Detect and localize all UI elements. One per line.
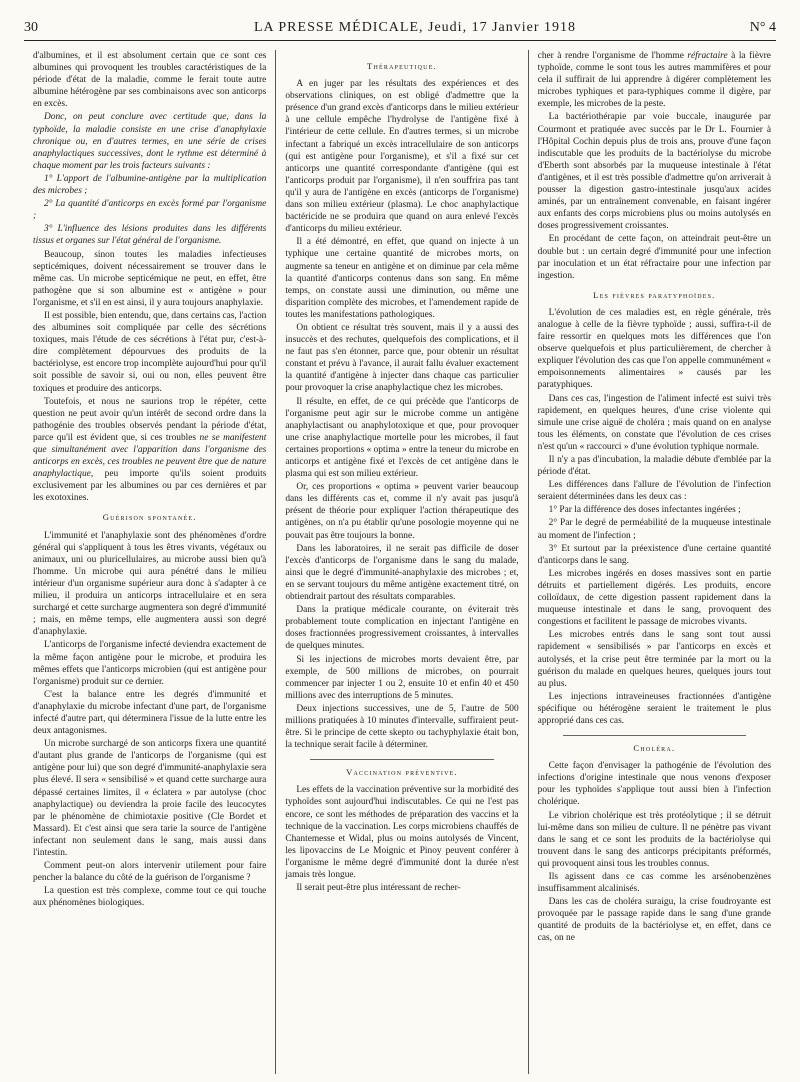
paragraph: C'est la balance entre les degrés d'immunité et d'anaphylaxie du microbe infectant d'une part, de l'organisme infecté d'autre part, qui déterminera l'issue de la lutte entre les deux antagonismes. — [33, 689, 267, 737]
paragraph: d'albumines, et il est absolument certain que ce sont ces albumines qui provoquent les troubles caractéristiques de la période d'état de la maladie, comme le ferait toute autre albumine hétérogène par ses combinaisons avec son anticorps en excès. — [33, 51, 267, 110]
paragraph: A en juger par les résultats des expériences et des observations cliniques, on est obligé d'admettre que la présence d'un grand excès d'anticorps dans le milieu extérieur à une cellule empêche l'hydrolyse de l'antigène fixé à l'intérieur de cette cellule. En d'autres termes, si un microbe infectant a fabriqué un excès intracellulaire de son anticorps (qui est antigène pour l'organisme), et s'il a fixé sur cet anticorps une quantité correspondante d'antigène (qui est l'anticorps produit par l'organisme), il n'en souffrira pas tant qu'il y aura de l'antigène en excès (anticorps de l'organisme) dans son milieu extérieur (plasma). Le choc anaphylactique bactéricide ne se produira que quand on aura enlevé l'excès d'anticorps du milieu extérieur. — [285, 79, 519, 235]
paragraph: Il a été démontré, en effet, que quand on injecte à un typhique une certaine quantité de microbes morts, on augmente sa teneur en antigène et on diminue par cela même la quantité d'anticorps contenus dans son sang. En même temps, on constate aussi une diminution, ou même une disparition complète des microbes, et l'amendement rapide de toutes les manifestations pathologiques. — [285, 237, 519, 320]
paragraph: Or, ces proportions « optima » peuvent varier beaucoup dans les différents cas et, comme il n'y avait pas jusqu'à présent de théorie pour expliquer l'action thérapeutique des antigènes, on n'a pu établir qu'une posologie moyenne qui ne pouvait pas être toujours la bonne. — [285, 482, 519, 541]
paragraph: L'anticorps de l'organisme infecté deviendra exactement de la même façon antigène pour le microbe, et produira les mêmes effets que l'anticorps microbien (qui est antigène pour l'organisme) produit sur ce dernier. — [33, 640, 267, 687]
list-item: 3° Et surtout par la préexistence d'une certaine quantité d'anticorps dans le sang. — [537, 543, 771, 566]
paragraph: La question est très complexe, comme tout ce qui touche aux phénomènes biologiques. — [33, 886, 267, 909]
paragraph: Les microbes ingérés en doses massives sont en partie détruits et partiellement digérés. Les produits, encore colloïdaux, de cette digestion passent rapidement dans la muqueuse intestinale et dans le sang, provoquent des congestions et facilitent le passage de microbes vivants. — [537, 568, 771, 628]
journal-title: LA PRESSE MÉDICALE, Jeudi, 17 Janvier 1918 — [254, 20, 576, 35]
paragraph: Donc, on peut conclure avec certitude que, dans la typhoïde, la maladie consiste en une crise d'anaphylaxie chronique ou, en d'autres termes, en une série de crises anaphylactiques successives, dont le rythme est déterminé à chaque moment par les trois facteurs suivants : — [33, 112, 267, 171]
page-header — [24, 18, 776, 41]
section-heading: Vaccination préventive. — [310, 759, 493, 778]
paragraph: Il serait peut-être plus intéressant de recher- — [296, 883, 461, 894]
list-item: 3° L'influence des lésions produites dans les différents tissus et organes sur l'état général de l'organisme. — [33, 224, 267, 247]
paragraph: En procédant de cette façon, on atteindrait peut-être un double but : un certain degré d'immunité pour une infection par inoculation et un état réfractaire pour une infection par ingestion. — [537, 234, 771, 281]
paragraph: Un microbe surchargé de son anticorps fixera une quantité d'autant plus grande de l'anticorps de l'organisme (qui est antigène pour lui) que son degré d'immunité-anaphylaxie sera plus élevé. Il sera « sensibilisé » et quand cette surcharge aura dépassé certaines limites, il « éclatera » par autolyse (choc anaphylactique) ou deviendra la proie facile des leucocytes par le phénomène de chimiotaxie positive (Cle Bordet et Massard). Et c'est ainsi que sera tarie la source de l'antigène infectant non seulement dans le sang, mais aussi dans l'intestin. — [33, 739, 267, 858]
list-item: 1° L'apport de l'albumine-antigène par la multiplication des microbes ; — [33, 173, 267, 197]
page-number: 30 — [24, 20, 38, 35]
paragraph: Les différences dans l'allure de l'évolution de l'infection seraient déterminées dans les deux cas : — [537, 480, 771, 503]
text-run: , peu importe qu'ils soient produits exclusivement par les albumines ou par ces dernières et par les exotoxines. — [33, 469, 267, 504]
list-item: 2° Par le degré de perméabilité de la muqueuse intestinale au moment de l'infection ; — [537, 518, 771, 541]
section-heading: Les fièvres paratyphoïdes. — [593, 289, 716, 300]
paragraph: Les injections intraveineuses fractionnées d'antigène spécifique ou hétérogène seraient le traitement le plus approprié dans ces cas. — [537, 691, 771, 726]
paragraph: L'immunité et l'anaphylaxie sont des phénomènes d'ordre général qui s'appliquent à tous les êtres vivants, végétaux ou animaux, uni ou pluricellulaires, au microbe aussi bien qu'à l'homme. Un microbe qui aura pénétré dans le milieu intérieur d'un organisme supérieur aura donc à s'adapter à ce milieu, il produira un anticorps intracellulaire et en sera surchargé et cette surcharge augmentera son degré d'immunité ; mais, en même temps, elle augmentera aussi son degré d'anaphylaxie. — [33, 530, 267, 638]
paragraph: On obtient ce résultat très souvent, mais il y a aussi des insuccès et des rechutes, quelquefois des complications, et il ne faut pas s'en étonner, parce que, pour obtenir un résultat constant et prévu à l'avance, il aurait fallu évaluer exactement la quantité d'antigène à injecter dans chaque cas particulier pour provoquer la crise anaphylactique chez les microbes. — [285, 322, 519, 394]
article-body — [24, 50, 780, 1074]
paragraph: Les effets de la vaccination préventive sur la morbidité des typhoïdes sont aujourd'hui indiscutables. Ce qui ne l'est pas encore, ce sont les méthodes de préparation des vaccins et la technique de la vaccination. Les corps microbiens chauffés de Chantemesse et Widal, plus ou moins autolysés de Vincent, les lipovaccins de Le Moignic et Pinoy peuvent conférer à l'organisme le même degré d'immunité dont la durée n'est jamais très longue. — [285, 785, 519, 880]
paragraph: Il est possible, bien entendu, que, dans certains cas, l'action des albumines soit compliquée par celle des sécrétions toxiques, mais l'étude de ces sécrétions à l'état pur, c'est-à-dire complètement dépourvues des produits de la bactériolyse, est encore trop incomplète aujourd'hui pour qu'il soit possible de savoir si, oui ou non, elles peuvent être toxiques et produire des anticorps. — [33, 310, 267, 394]
emphasis-text: réfractaire — [687, 51, 728, 61]
section-heading: Choléra. — [563, 735, 746, 754]
section-heading: Guérison spontanée. — [102, 512, 197, 523]
paragraph: Il n'y a pas d'incubation, la maladie débute d'emblée par la période d'état. — [537, 455, 771, 478]
issue-number: N° 4 — [749, 20, 776, 35]
emphasis-text: ne se manifestent que simultanément avec l'apparition dans l'organisme des anticorps en excès, ces troubles ne peuvent être que de nature anaphylactique — [33, 432, 267, 480]
paragraph: Comment peut-on alors intervenir utilement pour faire pencher la balance du côté de la guérison de l'organisme ? — [33, 861, 267, 884]
paragraph: Le vibrion cholérique est très protéolytique ; il se détruit lui-même dans son milieu de culture. Il ne pénètre pas vivant dans le sang et ce sont les produits de la bactériolyse qui trouvent dans le sang des anticorps précipitants préformés, qui provoquent ainsi tous les troubles connus. — [537, 810, 771, 869]
column-1 — [24, 50, 275, 1074]
text-run: cher à rendre l'organisme de l'homme — [537, 51, 688, 61]
column-3 — [528, 50, 780, 1074]
paragraph: Si les injections de microbes morts devaient être, par exemple, de 500 millions de microbes, on pourrait commencer par injecter 1 ou 2, ensuite 10 et enfin 40 et 450 millions avec des interruptions de 5 minutes. — [285, 654, 519, 701]
paragraph: Dans les cas de choléra suraigu, la crise foudroyante est provoquée par le passage rapide dans le sang d'une grande quantité de produits de la bactériolyse et, en effet, dans ce cas, on ne — [537, 897, 771, 944]
paragraph: Beaucoup, sinon toutes les maladies infectieuses septicémiques, doivent nécessairement se trouver dans le même cas. Un microbe septicémique ne peut, en effet, être pathogène que si son albumine est « antigène » pour l'organisme, et s'il en est ainsi, il y aura toujours anaphylaxie. — [33, 249, 267, 308]
paragraph: La bactériothérapie par voie buccale, inaugurée par Courmont et pratiquée avec succès par le Dr L. Fournier à l'Hôpital Cochin depuis plus de trois ans, prouve d'une façon indiscutable que les produits de la bactériolyse du microbe d'Eberth sont absorbés par la muqueuse intestinale à l'état d'antigènes, et il est très possible d'admettre qu'on arriverait à pousser la digestion gastro-intestinale jusqu'aux acides aminés, par un entraînement convenable, en faisant ingérer aux enfants des corps microbiens plus ou moins autolysés en doses progressivement croissantes. — [537, 112, 771, 232]
paragraph: Les microbes entrés dans le sang sont tout aussi rapidement « sensibilisés » par l'anticorps en excès et autolysés, et la crise peut être terminée par la mort ou la guérison du malade en quelques heures, quelques jours tout au plus. — [537, 630, 771, 689]
section-heading: Thérapeutique. — [367, 61, 437, 71]
list-item: 2° La quantité d'anticorps en excès formé par l'organisme ; — [33, 199, 267, 222]
paragraph: Cette façon d'envisager la pathogénie de l'évolution des infections d'origine intestinale que nous venons d'exposer pour les typhoïdes s'applique tout aussi bien à l'infection cholérique. — [537, 761, 771, 808]
paragraph: Dans la pratique médicale courante, on éviterait très probablement toute complication en injectant l'antigène en doses fractionnées progressivement croissantes, à intervalles de quelques minutes. — [285, 605, 519, 652]
text-run: à la fièvre typhoïde, comme le sont tous les autres mammifères et pour cela il suffirait de lui apprendre à digérer complètement les microbes typhiques et para-typhiques comme il digère, par exemple, les microbes de la peste. — [537, 51, 771, 110]
column-2 — [275, 50, 527, 1074]
paragraph: L'évolution de ces maladies est, en règle générale, très analogue à celle de la fièvre typhoïde ; aussi, suffira-t-il de faire ressortir en quelques mots les différences que l'on observe quelquefois et plus particulièrement, de chercher à expliquer l'évolution des cas que l'on appelle communément « empoisonnements alimentaires » causés par les paratyphiques. — [537, 307, 771, 391]
text-run: Toutefois, et nous ne saurions trop le répéter, cette question ne peut avoir qu'un intérêt de second ordre dans la pathogénie des troubles observés pendant la période d'état, parce qu'il est évident que, si ces troubles — [33, 396, 267, 443]
paragraph — [538, 50, 771, 110]
paragraph: Dans les laboratoires, il ne serait pas difficile de doser l'excès d'anticorps de l'organisme dans le sang du malade, ainsi que le degré d'immunité-anaphylaxie des microbes ; et, en se servant toujours du même antigène exactement titré, on obtiendrait partout des résultats comparables. — [285, 543, 519, 603]
paragraph: Ils agissent dans ce cas comme les arsénobenzènes insuffisamment alcalinisés. — [537, 872, 771, 895]
paragraph: Dans ces cas, l'ingestion de l'aliment infecté est suivi très rapidement, en quelques heures, d'une crise violente qui simule une crise aiguë de choléra ; mais quand on en analyse tous les éléments, on constate que l'évolution de ces crises n'est qu'un « raccourci » d'une évolution typhique normale. — [537, 393, 771, 452]
list-item: 1° Par la différence des doses infectantes ingérées ; — [548, 505, 741, 516]
paragraph: Il résulte, en effet, de ce qui précède que l'anticorps de l'organisme peut agir sur le microbe comme un antigène anaphylactisant ou anaphylotoxique et que, pour provoquer une crise anaphylactique mortelle pour les microbes, il faut certaines proportions « optima » entre la teneur du microbe en anticorps et antigène fixé et l'excès de cet antigène dans le plasma qui est son milieu extérieur. — [285, 396, 519, 480]
paragraph — [33, 396, 266, 505]
paragraph: Deux injections successives, une de 5, l'autre de 500 millions pratiquées à 10 minutes d'intervalle, suffiraient peut-être. Si le principe de cette skepto ou tachyphylaxie était bon, la technique serait facile à déterminer. — [285, 703, 519, 751]
